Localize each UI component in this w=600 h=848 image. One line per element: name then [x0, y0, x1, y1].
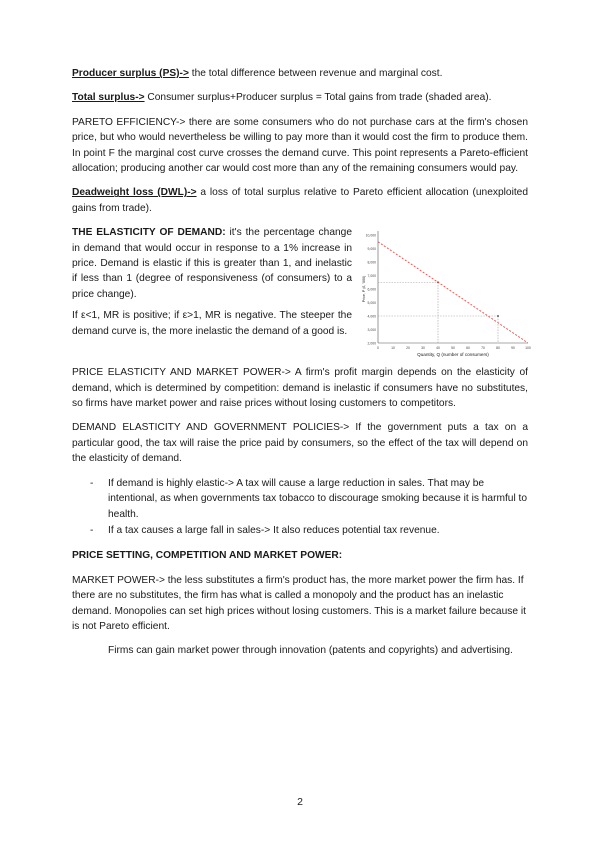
- producer-surplus-paragraph: [72, 66, 528, 81]
- guide-point: [497, 315, 499, 317]
- y-tick-label: 2,000: [367, 341, 376, 346]
- x-axis-label: Quantity, Q (number of consumers): [417, 352, 489, 358]
- y-tick-label: 4,000: [367, 314, 376, 319]
- innovation-paragraph: Firms can gain market power through innovation (patents and copyrights) and advertising.: [108, 645, 513, 657]
- y-tick-label: 10,000: [365, 233, 376, 238]
- price-elasticity-paragraph: PRICE ELASTICITY AND MARKET POWER-> A firm's profit margin depends on the elasticity of demand, which is determined by competition: demand is inelastic if consumers have no substitutes, so firms have market power and raise prices without losing customers to competitors.: [72, 367, 528, 410]
- x-tick-label: 10: [391, 346, 395, 351]
- gov-policies-paragraph: DEMAND ELASTICITY AND GOVERNMENT POLICIES-> If the government puts a tax on a particular good, the tax will raise the price paid by consumers, so the effect of the tax will depend on the elasticity of demand.: [72, 422, 528, 465]
- elasticity-text-column: [72, 225, 352, 345]
- x-tick-label: 70: [481, 346, 485, 351]
- x-tick-label: 100: [525, 346, 531, 351]
- price-setting-heading: PRICE SETTING, COMPETITION AND MARKET POWER:: [72, 550, 343, 562]
- x-tick-label: 90: [511, 346, 515, 351]
- x-tick-label: 50: [451, 346, 455, 351]
- elasticity-text: it's the percentage change in demand that would occur in response to a 1% increase in price. Demand is elastic if this is greater than 1, and inelastic if less than 1 (degree of responsiveness (of consumers) to a price change).: [72, 227, 352, 300]
- list-item: [72, 476, 528, 522]
- tax-bullet-list: [72, 476, 528, 539]
- y-tick-label: 3,000: [367, 328, 376, 333]
- pareto-paragraph: PARETO EFFICIENCY-> there are some consumers who do not purchase cars at the firm's chosen price, but who would nevertheless be willing to pay more than it would cost the firm to produce them. In point F the marginal cost curve crosses the demand curve. This point represents a Pareto-efficient allocation; producing another car would cost more than any of the remaining consumers would pay.: [72, 116, 528, 175]
- x-tick-label: 0: [377, 346, 379, 351]
- x-tick-label: 30: [421, 346, 425, 351]
- x-tick-label: 80: [496, 346, 500, 351]
- elasticity-heading: THE ELASTICITY OF DEMAND:: [72, 227, 226, 239]
- market-power-paragraph: MARKET POWER-> the less substitutes a firm's product has, the more market power the firm has. If there are no substitutes, the firm has what is called a monopoly and the product has an inelastic demand. Monopolies can set high prices without losing customers. This is a market failure because it is not Pareto efficient.: [72, 574, 526, 632]
- producer-surplus-term: Producer surplus (PS)->: [72, 68, 189, 79]
- y-tick-label: 5,000: [367, 301, 376, 306]
- total-surplus-paragraph: [72, 90, 528, 105]
- y-tick-label: 9,000: [367, 247, 376, 252]
- bullet-text: If a tax causes a large fall in sales-> It also reduces potential tax revenue.: [108, 524, 440, 536]
- deadweight-paragraph: [72, 185, 528, 216]
- bullet-text: If demand is highly elastic-> A tax will cause a large reduction in sales. That may be intentional, as when governments tax tobacco to discourage smoking because it is harmful to health.: [108, 477, 528, 520]
- deadweight-term: Deadweight loss (DWL)->: [72, 187, 197, 199]
- elasticity-section: [72, 225, 531, 361]
- mr-paragraph: If ε<1, MR is positive; if ε>1, MR is negative. The steeper the demand curve is, the more inelastic the demand of a good is.: [72, 310, 352, 337]
- document-page: [72, 66, 531, 668]
- deadweight-text: a loss of total surplus relative to Pareto efficient allocation (unexploited gains from trade).: [72, 187, 528, 214]
- y-tick-label: 6,000: [367, 287, 376, 292]
- total-surplus-term: Total surplus->: [72, 92, 145, 104]
- elasticity-paragraph: [72, 225, 352, 302]
- producer-surplus-text: the total difference between revenue and marginal cost.: [188, 68, 443, 79]
- demand-chart: [360, 227, 532, 361]
- list-item: [72, 523, 528, 538]
- x-tick-label: 20: [406, 346, 410, 351]
- page-number: 2: [297, 796, 303, 808]
- total-surplus-text: Consumer surplus+Producer surplus = Total gains from trade (shaded area).: [144, 92, 492, 104]
- x-tick-label: 60: [466, 346, 470, 351]
- bullet-dash: -: [90, 477, 94, 489]
- y-axis-label: Price, P (£, '000): [362, 275, 366, 303]
- demand-curve: [378, 242, 528, 343]
- y-tick-label: 8,000: [367, 260, 376, 265]
- bullet-dash: -: [90, 524, 94, 536]
- y-tick-label: 7,000: [367, 274, 376, 279]
- x-tick-label: 40: [436, 346, 440, 351]
